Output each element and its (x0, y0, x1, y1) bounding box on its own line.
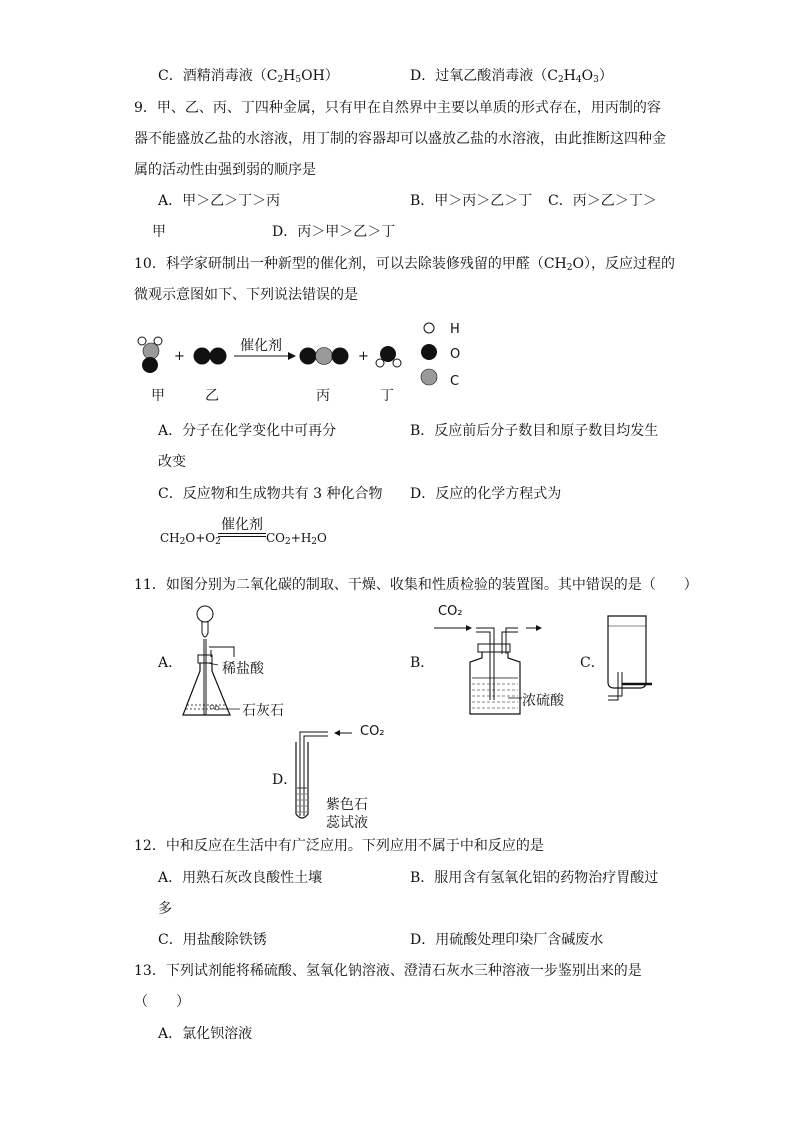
label-litmus-1: 紫色石 (326, 797, 368, 813)
label-bing: 丙 (316, 388, 330, 404)
q11-label-a: A． (158, 655, 183, 671)
q8-option-c: C．酒精消毒液$(C_2H_5OH)$ (158, 68, 339, 85)
equation-catalyst: 催化剂 (221, 517, 263, 533)
label-litmus-2: 蕊试液 (326, 815, 368, 831)
q12-stem: 12．中和反应在生活中有广泛应用。下列应用不属于中和反应的是 (134, 838, 544, 854)
legend-h: H (450, 322, 460, 337)
q10-option-b-continued: 改变 (158, 454, 186, 470)
reaction-diagram (130, 318, 460, 408)
equation-double-line (218, 533, 266, 537)
q9-option-d: D．丙＞甲＞乙＞丁 (272, 224, 396, 240)
q9-stem-line1: 9．甲、乙、丙、丁四种金属，只有甲在自然界中主要以单质的形式存在，用丙制的容 (134, 100, 661, 116)
label-ding: 丁 (380, 388, 394, 404)
q10-stem-line1: 10．科学家研制出一种新型的催化剂，可以去除装修残留的甲醛$(CH_2O)$，反应过程的 (134, 256, 675, 273)
label-b-co2: CO₂ (438, 604, 463, 619)
q11-label-c: C． (580, 655, 605, 671)
apparatus-c-gas-jar (600, 612, 670, 712)
legend-c: C (450, 374, 460, 389)
q9-option-c: C．丙＞乙＞丁＞ (548, 193, 657, 209)
q9-option-b: B．甲＞丙＞乙＞丁 (410, 193, 533, 209)
plus-sign-2: + (358, 349, 369, 364)
q9-option-c-continued: 甲 (152, 224, 166, 240)
catalyst-label: 催化剂 (240, 338, 282, 354)
label-d-co2: CO₂ (360, 724, 385, 739)
q12-option-a: A．用熟石灰改良酸性土壤 (158, 870, 323, 886)
label-limestone: 石灰石 (242, 703, 284, 719)
molecule-jia (138, 337, 162, 373)
q9-stem-line2: 器不能盛放乙盐的水溶液，用丁制的容器却可以盛放乙盐的水溶液，由此推断这四种金 (134, 131, 666, 147)
q13-option-a: A．氯化钡溶液 (158, 1026, 253, 1042)
q10-option-d: D．反应的化学方程式为 (410, 486, 562, 502)
legend-o: O (450, 347, 461, 362)
q12-option-d: D．用硫酸处理印染厂含碱废水 (410, 932, 604, 948)
q10-stem-line2: 微观示意图如下、下列说法错误的是 (134, 287, 358, 303)
q13-stem: 13．下列试剂能将稀硫酸、氢氧化钠溶液、澄清石灰水三种溶液一步鉴别出来的是 (134, 963, 642, 979)
apparatus-b-wash-bottle (430, 618, 570, 728)
q10-option-a: A．分子在化学变化中可再分 (158, 423, 337, 439)
q11-stem: 11．如图分别为二氧化碳的制取、干燥、收集和性质检验的装置图。其中错误的是（ ） (134, 577, 698, 593)
plus-sign-1: + (174, 349, 185, 364)
q8-option-d: D．过氧乙酸消毒液$(C_2H_4O_3)$ (410, 68, 613, 85)
q13-answer-paren: （ ） (134, 994, 190, 1010)
atom-legend (421, 322, 460, 389)
label-jia: 甲 (151, 388, 165, 404)
q10-option-c: C．反应物和生成物共有 3 种化合物 (158, 486, 383, 502)
label-dilute-hcl: 稀盐酸 (222, 661, 264, 677)
q11-label-d: D． (272, 772, 298, 788)
molecule-yi (194, 348, 227, 365)
label-yi: 乙 (205, 388, 219, 404)
q12-option-c: C．用盐酸除铁锈 (158, 932, 267, 948)
q12-option-b: B．服用含有氢氧化铝的药物治疗胃酸过 (410, 870, 659, 886)
chemical-equation: 催化剂 $CH_2O+O_2$ $CO_2+H_2O$ (160, 514, 340, 554)
q12-option-b-continued: 多 (158, 901, 172, 917)
molecule-bing (300, 348, 349, 365)
q10-option-b: B．反应前后分子数目和原子数目均发生 (410, 423, 659, 439)
q9-option-a: A．甲＞乙＞丁＞丙 (158, 193, 281, 209)
q9-stem-line3: 属的活动性由强到弱的顺序是 (134, 162, 316, 178)
label-conc-h2so4: 浓硫酸 (522, 693, 564, 709)
q11-label-b: B． (410, 655, 435, 671)
molecule-ding (376, 346, 401, 367)
